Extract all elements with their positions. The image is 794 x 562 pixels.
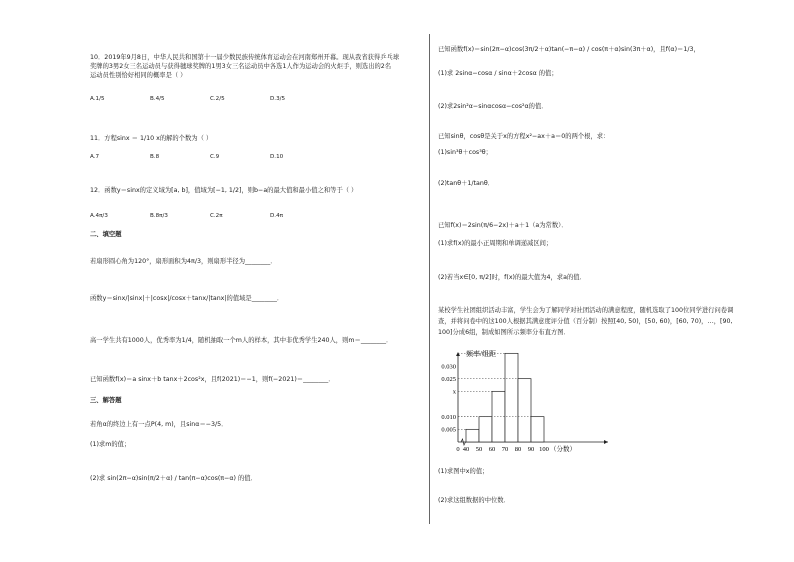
x-tick-label: 40 — [462, 446, 470, 453]
q10-line3: 运动员性别恰好相同的概率是（ ） — [90, 72, 187, 79]
y-tick-label: 0.030 — [441, 363, 456, 371]
q12-stem: 12．函数y＝sinx的定义域为[a, b]，值域为[−1, 1/2]，则b−a的最大值和最小值之和等于（ ） — [90, 187, 358, 194]
r4-part2: (2)求这组数据的中位数． — [438, 497, 510, 504]
q11-option-d: D.10 — [270, 154, 284, 160]
q10-option-d: D.3/5 — [270, 96, 286, 102]
x-axis-label: （分数） — [550, 446, 576, 453]
histogram-bar — [505, 353, 518, 442]
x-tick-label: 50 — [475, 446, 483, 453]
r4-part1: (1)求图中x的值； — [438, 468, 489, 475]
fill-question-2: 函数y＝sinx/|sinx|＋|cosx|/cosx＋tanx/|tanx|的值域是________． — [90, 295, 284, 302]
histogram-bar — [531, 417, 544, 442]
r1-stem: 已知函数f(x)＝sin(2π−α)cos(3π/2＋α)tan(−π−α) / cos(π＋α)sin(3π＋α)，且f(α)＝1/3， — [438, 46, 700, 53]
histogram-bar — [466, 429, 479, 442]
fill-question-3: 高一学生共有1000人，优秀率为1/4，随机抽取一个m人的样本，其中非优秀学生240人，则m＝________． — [90, 337, 393, 344]
y-axis-arrow — [456, 352, 460, 356]
q11-stem: 11．方程sinx ＝ 1/10 x的解的个数为（ ） — [90, 135, 213, 142]
r4-line3: 100]分成6组，制成如图所示频率分布直方图． — [438, 329, 570, 336]
y-tick-label: 0.005 — [441, 426, 456, 434]
r4-line1: 某校学生社团组织活动丰富，学生会为了解同学对社团活动的满意程度，随机选取了100位同学进行问卷调 — [438, 307, 734, 314]
x-tick-label: 60 — [488, 446, 496, 453]
x-tick-label: 90 — [527, 446, 535, 453]
q10-option-a: A.1/5 — [90, 96, 105, 102]
histogram-bar — [518, 379, 531, 442]
solve-question-1-part2: (2)求 sin(2π−α)sin(π/2＋α) / tan(π−α)cos(π−α) 的值． — [90, 475, 257, 482]
column-divider — [429, 34, 430, 524]
q12-option-c: C.2π — [210, 213, 223, 219]
r2-stem: 已知sinθ，cosθ是关于x的方程x²−ax＋a＝0的两个根，求： — [438, 133, 610, 140]
q12-option-a: A.4π/3 — [90, 213, 108, 219]
y-tick-label: 0.025 — [441, 375, 456, 383]
q11-option-c: C.9 — [210, 154, 220, 160]
fill-question-4: 已知函数f(x)＝a sinx＋b tanx＋2cos²x，且f(2021)＝−1，则f(−2021)＝________． — [90, 376, 335, 383]
r2-part2: (2)tanθ＋1/tanθ． — [438, 180, 494, 187]
r3-stem: 已知f(x)＝2sin(π/6−2x)＋a＋1（a为常数）． — [438, 222, 568, 229]
r3-part1: (1)求f(x)的最小正周期和单调递减区间； — [438, 240, 553, 247]
r2-part1: (1)sin³θ＋cos³θ； — [438, 149, 492, 156]
q12-option-b: B.8π/3 — [150, 213, 168, 219]
r1-part2: (2)求2sin²α−sinαcosα−cos²α的值． — [438, 103, 548, 110]
q10-option-c: C.2/5 — [210, 96, 225, 102]
section-answer-heading: 三、解答题 — [90, 397, 122, 404]
section-fill-in-heading: 二、填空题 — [90, 231, 122, 238]
q10-option-b: B.4/5 — [150, 96, 165, 102]
q11-option-a: A.7 — [90, 154, 100, 160]
solve-question-1: 若角α的终边上有一点P(4, m)，且sinα＝−3/5． — [90, 421, 228, 428]
q11-option-b: B.8 — [150, 154, 160, 160]
x-tick-label: 0 — [456, 446, 460, 453]
histogram-bar — [479, 417, 492, 442]
x-tick-label: 80 — [514, 446, 522, 453]
r4-line2: 查，并将问卷中的这100人根据其满意度评分值（百分制）按照[40, 50)，[50, 60)，[60, 70)，…，[90, — [438, 318, 733, 325]
fill-question-1: 若扇形圆心角为120°，扇形面积为4π/3，则扇形半径为________． — [90, 258, 277, 265]
y-tick-label: x — [452, 388, 456, 396]
frequency-histogram — [438, 338, 618, 460]
y-axis-label: 频率/组距 — [466, 350, 496, 358]
r3-part2: (2)若当x∈[0, π/2]时，f(x)的最大值为4，求a的值． — [438, 274, 586, 281]
y-tick-label: 0.010 — [441, 413, 456, 421]
r1-part1: (1)求 2sinα−cosα / sinα＋2cosα 的值； — [438, 70, 558, 77]
q12-option-d: D.4π — [270, 213, 284, 219]
x-tick-label: 70 — [501, 446, 509, 453]
x-axis-arrow — [604, 440, 608, 444]
q10-line1: 10．2019年9月8日，中华人民共和国第十一届少数民族传统体育运动会在河南郑州开幕。现从我省获得乒乓球 — [90, 54, 400, 61]
x-tick-label: 100 — [539, 446, 549, 453]
solve-question-1-part1: (1)求m的值； — [90, 441, 131, 448]
q10-line2: 奖牌的3男2女三名运动员与获得毽球奖牌的1男3女三名运动员中各选1人作为运动会的火炬手，则选出的2名 — [90, 63, 392, 70]
